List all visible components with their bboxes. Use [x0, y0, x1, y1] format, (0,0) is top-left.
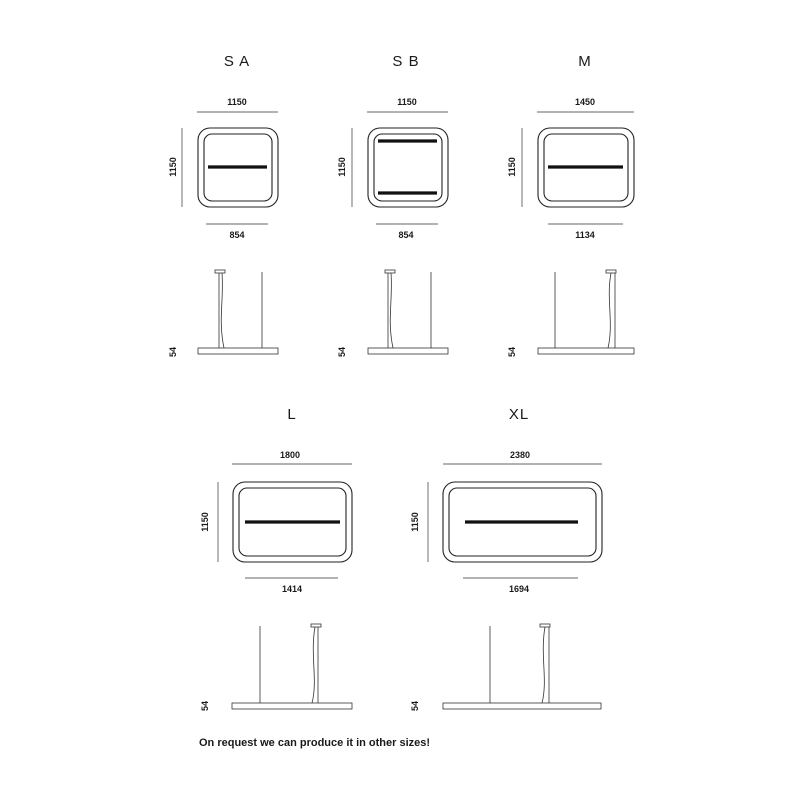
bottom-width-label: 854: [398, 230, 414, 240]
footer-note: On request we can produce it in other sizes!: [199, 737, 431, 749]
profile-height-label: 54: [168, 346, 178, 358]
fixture-profile: [538, 348, 634, 354]
ceiling-canopy: [540, 624, 550, 627]
variant-m: [507, 53, 634, 357]
fixture-profile: [443, 703, 601, 709]
top-width-label: 2380: [509, 450, 531, 460]
height-label: 1150: [168, 157, 178, 177]
top-width-label: 1150: [397, 97, 417, 107]
fixture-profile: [232, 703, 352, 709]
bottom-width-label: 1134: [575, 230, 595, 240]
bottom-width-label: 1414: [281, 584, 303, 594]
fixture-profile: [198, 348, 278, 354]
height-label: 1150: [410, 512, 420, 532]
ceiling-canopy: [311, 624, 321, 627]
profile-height-label: 54: [410, 700, 420, 712]
variant-title: L: [287, 406, 297, 423]
top-width-label: 1150: [227, 97, 247, 107]
bottom-width-label: 1694: [508, 584, 530, 594]
top-width-label: 1800: [279, 450, 301, 460]
ceiling-canopy: [215, 270, 225, 273]
variant-title: XL: [508, 406, 530, 423]
power-cord: [542, 627, 545, 703]
variant-title: M: [578, 53, 592, 70]
height-label: 1150: [507, 157, 517, 177]
ceiling-canopy: [385, 270, 395, 273]
power-cord: [390, 273, 393, 348]
height-label: 1150: [337, 157, 347, 177]
variant-xl: [410, 406, 602, 711]
profile-height-label: 54: [337, 346, 347, 358]
frame-inner-outline: [374, 134, 442, 201]
variant-title: S B: [392, 53, 420, 70]
power-cord: [312, 627, 315, 703]
power-cord: [608, 273, 611, 348]
bottom-width-label: 854: [229, 230, 245, 240]
variant-sa: [168, 53, 278, 357]
variant-l: [200, 406, 352, 711]
fixture-profile: [368, 348, 448, 354]
top-width-label: 1450: [574, 97, 596, 107]
height-label: 1150: [200, 512, 210, 532]
variant-sb: [337, 53, 448, 357]
profile-height-label: 54: [507, 346, 517, 358]
power-cord: [221, 273, 224, 348]
variant-title: S A: [223, 53, 251, 70]
profile-height-label: 54: [200, 700, 210, 712]
ceiling-canopy: [606, 270, 616, 273]
